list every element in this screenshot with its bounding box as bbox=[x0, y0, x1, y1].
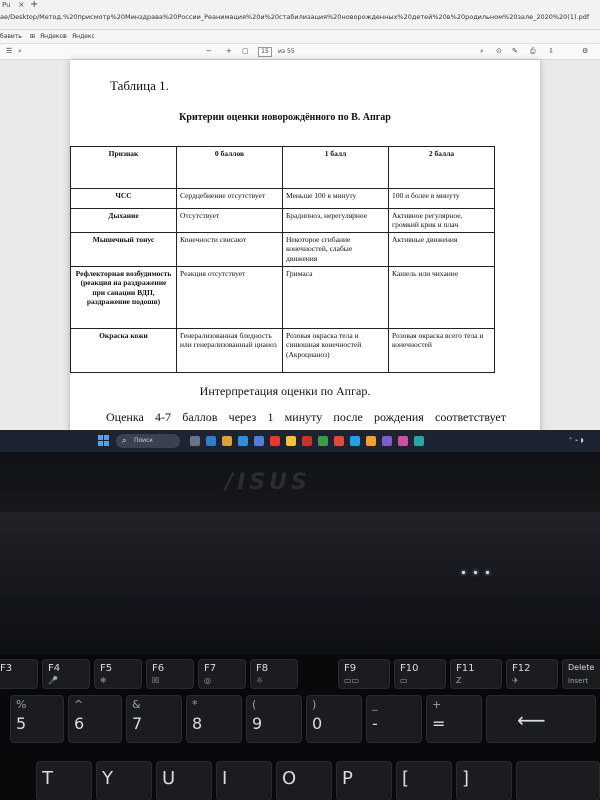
browser-top-bar bbox=[0, 0, 600, 30]
table-cell: Меньше 100 в минуту bbox=[283, 189, 389, 209]
key-label: F6 bbox=[152, 663, 165, 674]
key-right-bracket[interactable] bbox=[456, 761, 512, 800]
key-f9[interactable] bbox=[338, 659, 390, 689]
key-f12[interactable] bbox=[506, 659, 558, 689]
tab-strip bbox=[0, 0, 600, 10]
key-label: ] bbox=[462, 768, 470, 789]
pdf-toolbar bbox=[0, 44, 600, 60]
status-led bbox=[486, 571, 489, 574]
key-label: P bbox=[342, 768, 353, 789]
key-left-bracket[interactable] bbox=[396, 761, 452, 800]
key-label: F9 bbox=[344, 663, 357, 674]
zoom-in-button[interactable]: + bbox=[226, 47, 232, 55]
chrome-icon[interactable] bbox=[286, 436, 296, 446]
screenshot-icon: ☒ bbox=[152, 676, 160, 685]
key-equals[interactable] bbox=[426, 695, 482, 743]
table-cell: Сердцебиение отсутствует bbox=[177, 189, 283, 209]
table-cell: Брадипноэ, нерегулярное bbox=[283, 209, 389, 233]
column-header: 2 балла bbox=[389, 147, 495, 189]
key-label: + bbox=[432, 698, 442, 711]
touchpad-icon: ▭ bbox=[400, 676, 408, 685]
display-icon: ▭▭ bbox=[344, 676, 360, 685]
app-icon[interactable] bbox=[302, 436, 312, 446]
table-cell: 100 и более в минуту bbox=[389, 189, 495, 209]
key-minus[interactable] bbox=[366, 695, 422, 743]
key-label: F7 bbox=[204, 663, 217, 674]
print-icon[interactable]: ⎙ bbox=[530, 47, 536, 55]
key-6[interactable] bbox=[68, 695, 122, 743]
key-label: % bbox=[16, 698, 27, 711]
section-heading: Интерпретация оценки по Апгар. bbox=[199, 384, 371, 398]
key-f11[interactable] bbox=[450, 659, 502, 689]
app-icon[interactable] bbox=[366, 436, 376, 446]
key-label: _ bbox=[372, 698, 378, 711]
app-icon[interactable] bbox=[254, 436, 264, 446]
table-title: Критерии оценки новорождённого по В. Апгар bbox=[179, 112, 391, 123]
key-label: F8 bbox=[256, 663, 269, 674]
key-backspace[interactable] bbox=[486, 695, 596, 743]
key-label: F12 bbox=[512, 663, 531, 674]
key-f7[interactable] bbox=[198, 659, 246, 689]
key-label: Delete bbox=[568, 663, 595, 672]
column-header: 1 балл bbox=[283, 147, 389, 189]
brightness-icon: ☼ bbox=[256, 676, 264, 685]
key-backslash[interactable] bbox=[516, 761, 600, 800]
asus-logo: /ISUS bbox=[225, 470, 311, 495]
bookmarks-bar bbox=[0, 30, 600, 44]
table-cell: Рефлекторная возбудимость (реакция на раздражение при санации ВДП, раздражение подошв) bbox=[71, 267, 177, 329]
file-explorer-icon[interactable] bbox=[222, 436, 232, 446]
task-view-icon[interactable] bbox=[190, 436, 200, 446]
address-bar[interactable]: ae/Desktop/Метод.%20присмотр%20Минздрава%20России_Реанимация%20и%20стабилизация%20новорожденных%20детей%20в%20родильном%20зале_2020%20(1).pdf bbox=[0, 13, 590, 21]
table-cell: Кашель или чихание bbox=[389, 267, 495, 329]
status-led bbox=[474, 571, 477, 574]
key-label: 8 bbox=[192, 714, 203, 733]
key-delete[interactable] bbox=[562, 659, 600, 689]
key-7[interactable] bbox=[126, 695, 182, 743]
table-cell: Некоторое сгибание конечностей, слабые движения bbox=[283, 233, 389, 267]
table-cell: ЧСС bbox=[71, 189, 177, 209]
store-icon[interactable] bbox=[238, 436, 248, 446]
key-f8[interactable] bbox=[250, 659, 298, 689]
key-label: 5 bbox=[16, 714, 27, 733]
zoom-out-button[interactable]: − bbox=[206, 47, 212, 55]
table-cell: Гримаса bbox=[283, 267, 389, 329]
key-label: F4 bbox=[48, 663, 61, 674]
key-label: 7 bbox=[132, 714, 143, 733]
column-header: 0 баллов bbox=[177, 147, 283, 189]
key-i[interactable] bbox=[216, 761, 272, 800]
fan-icon: ❄ bbox=[100, 676, 107, 685]
app-icon[interactable] bbox=[382, 436, 392, 446]
pdf-page bbox=[70, 60, 540, 460]
annotate-icon[interactable]: ✎ bbox=[512, 47, 518, 55]
yandex-icon: ⊞ bbox=[30, 33, 36, 40]
opera-icon[interactable] bbox=[270, 436, 280, 446]
app-icon[interactable] bbox=[414, 436, 424, 446]
key-label: Y bbox=[102, 768, 113, 789]
key-8[interactable] bbox=[186, 695, 242, 743]
apgar-table bbox=[70, 146, 495, 373]
search-placeholder: Поиск bbox=[134, 437, 154, 444]
key-label: Insert bbox=[568, 677, 589, 685]
key-label: ( bbox=[252, 698, 257, 711]
app-icon[interactable] bbox=[398, 436, 408, 446]
table-row bbox=[71, 209, 495, 233]
globe-icon: ⊕ bbox=[62, 33, 68, 40]
key-label: ^ bbox=[74, 698, 84, 711]
table-cell: Активное регулярное, громкий крик и плач bbox=[389, 209, 495, 233]
key-o[interactable] bbox=[276, 761, 332, 800]
armoury-icon: ◎ bbox=[204, 676, 211, 685]
table-cell: Отсутствует bbox=[177, 209, 283, 233]
key-f6[interactable] bbox=[146, 659, 194, 689]
key-label: 6 bbox=[74, 714, 85, 733]
telegram-icon[interactable] bbox=[350, 436, 360, 446]
key-f4[interactable] bbox=[42, 659, 90, 689]
table-cell: Генерализованная бледность или генерализованный цианоз bbox=[177, 329, 283, 373]
key-label: = bbox=[432, 714, 446, 733]
menu-icon[interactable]: ☰ bbox=[6, 47, 13, 55]
table-cell: Конечности свисают bbox=[177, 233, 283, 267]
settings-icon[interactable]: ⚙ bbox=[582, 47, 589, 55]
key-f3[interactable] bbox=[0, 659, 38, 689]
key-label: 0 bbox=[312, 714, 323, 733]
status-led bbox=[462, 571, 465, 574]
key-label: 9 bbox=[252, 714, 263, 733]
key-label: F3 bbox=[0, 663, 13, 674]
search-icon[interactable]: ⌕ bbox=[480, 47, 484, 55]
edge-icon[interactable] bbox=[206, 436, 216, 446]
keyboard bbox=[0, 655, 600, 800]
column-header: Признак bbox=[71, 147, 177, 189]
key-y[interactable] bbox=[96, 761, 152, 800]
windows-taskbar bbox=[0, 430, 600, 452]
bookmark-item[interactable]: Яндекс bbox=[40, 33, 63, 40]
table-cell: Дыхание bbox=[71, 209, 177, 233]
backspace-arrow-icon: ⟵ bbox=[517, 708, 546, 732]
system-tray-icons[interactable]: ⌃ ⌁ ◗ bbox=[568, 437, 584, 444]
table-cell: Мышечный тонус bbox=[71, 233, 177, 267]
key-t[interactable] bbox=[36, 761, 92, 800]
key-label: T bbox=[42, 768, 53, 789]
new-tab-icon[interactable]: + bbox=[30, 0, 39, 10]
bookmark-item[interactable]: бавить bbox=[0, 33, 22, 40]
table-cell: Розовая окраска тела и синюшная конечностей (Акроцианоз) bbox=[283, 329, 389, 373]
key-f5[interactable] bbox=[94, 659, 142, 689]
table-row bbox=[71, 267, 495, 329]
key-u[interactable] bbox=[156, 761, 212, 800]
body-paragraph: Оценка 4-7 баллов через 1 минуту после рождения соответствует bbox=[106, 410, 506, 424]
table-cell: Реакция отсутствует bbox=[177, 267, 283, 329]
table-row bbox=[71, 233, 495, 267]
page-number-input[interactable]: 15 bbox=[258, 47, 272, 57]
fit-page-icon[interactable]: ▢ bbox=[242, 47, 249, 55]
key-label: I bbox=[222, 768, 228, 789]
key-label: U bbox=[162, 768, 176, 789]
yandex-browser-icon[interactable] bbox=[334, 436, 344, 446]
taskbar-search-input[interactable] bbox=[116, 434, 180, 448]
page-count: из 55 bbox=[278, 48, 295, 55]
laptop-deck bbox=[0, 512, 600, 662]
table-caption: Таблица 1. bbox=[110, 78, 169, 93]
table-header-row bbox=[71, 147, 495, 189]
mic-mute-icon: 🎤 bbox=[48, 676, 58, 685]
table-cell: Окраска кожи bbox=[71, 329, 177, 373]
bookmark-item[interactable]: Яндекс bbox=[72, 33, 95, 40]
key-label: F5 bbox=[100, 663, 113, 674]
key-p[interactable] bbox=[336, 761, 392, 800]
key-label: [ bbox=[402, 768, 410, 789]
close-tab-icon[interactable]: × bbox=[18, 0, 25, 9]
key-label: O bbox=[282, 768, 297, 789]
table-cell: Активные движения bbox=[389, 233, 495, 267]
key-label: F11 bbox=[456, 663, 475, 674]
browser-tab[interactable]: Pu bbox=[2, 1, 11, 9]
sleep-icon: Z bbox=[456, 676, 462, 685]
key-f10[interactable] bbox=[394, 659, 446, 689]
key-5[interactable] bbox=[10, 695, 64, 743]
key-label: * bbox=[192, 698, 198, 711]
save-icon[interactable]: ⇩ bbox=[548, 47, 554, 55]
key-label: ) bbox=[312, 698, 317, 711]
windows-start-icon[interactable] bbox=[98, 435, 110, 447]
table-row bbox=[71, 329, 495, 373]
table-row bbox=[71, 189, 495, 209]
search-icon: ⌕ bbox=[122, 436, 127, 445]
key-0[interactable] bbox=[306, 695, 362, 743]
search-icon[interactable]: ⌕ bbox=[18, 47, 22, 55]
zoom-icon[interactable]: ⊙ bbox=[496, 47, 502, 55]
table-cell: Розовая окраска всего тела и конечностей bbox=[389, 329, 495, 373]
key-label: - bbox=[372, 714, 378, 733]
app-icon[interactable] bbox=[318, 436, 328, 446]
airplane-icon: ✈ bbox=[512, 676, 519, 685]
key-9[interactable] bbox=[246, 695, 302, 743]
key-label: & bbox=[132, 698, 141, 711]
key-label: F10 bbox=[400, 663, 419, 674]
